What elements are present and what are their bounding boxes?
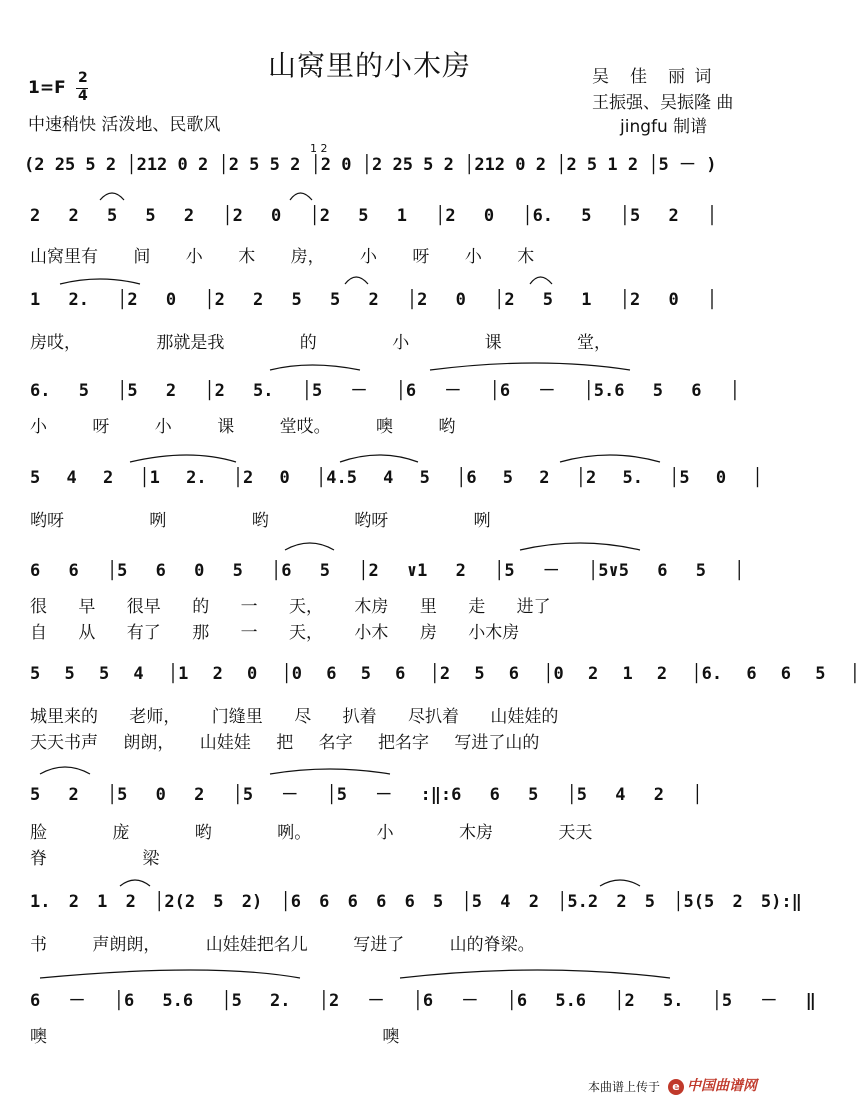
slur <box>40 767 90 774</box>
slur <box>270 769 390 774</box>
slur <box>40 970 300 978</box>
lyricist-credit: 吴 佳 丽 词 <box>592 67 714 87</box>
score-row-9-notes: 1. 2 1 2 │2(2 5 2) │6 6 6 6 6 5 │5 4 2 │5.2 2 5 │5(5 2 5):‖ <box>30 892 802 912</box>
score-row-10-notes: 6 － │6 5.6 │5 2. │2 － │6 － │6 5.6 │2 5. │5 － ‖ <box>30 991 816 1011</box>
slur <box>345 277 368 284</box>
slur <box>430 363 630 370</box>
slur <box>60 279 140 284</box>
tempo-marking: 中速稍快 活泼地、民歌风 <box>28 115 221 135</box>
slur <box>285 543 334 550</box>
time-signature-bottom: 4 <box>78 88 88 104</box>
score-row-1-notes: (2 25 5 2 │212 0 2 │2 5 5 2 │2 0 │2 25 5 2 │212 0 2 │2 5 1 2 │5 － ) <box>24 155 717 175</box>
upload-note: 本曲谱上传于 <box>588 1080 661 1094</box>
volta-first-ending: 1 2 <box>310 142 328 155</box>
composer-credit: 王振强、吴振隆 曲 <box>592 93 734 113</box>
score-row-5-notes: 5 4 2 │1 2. │2 0 │4.5 4 5 │6 5 2 │2 5. │5 0 │ <box>30 468 763 488</box>
slur <box>340 455 418 462</box>
slur <box>530 277 552 284</box>
score-row-6-notes: 6 6 │5 6 0 5 │6 5 │2 ∨1 2 │5 － │5∨5 6 5 │ <box>30 561 745 581</box>
slur <box>130 455 236 462</box>
site-name: 中国曲谱网 <box>687 1078 757 1094</box>
score-row-4-lyric: 小 呀 小 课 堂哎。 噢 哟 <box>30 417 456 437</box>
score-row-4-notes: 6. 5 │5 2 │2 5. │5 － │6 － │6 － │5.6 5 6 │ <box>30 381 740 401</box>
score-row-3-notes: 1 2. │2 0 │2 2 5 5 2 │2 0 │2 5 1 │2 0 │ <box>30 290 718 310</box>
time-signature-top: 2 <box>78 70 88 86</box>
score-row-8-lyric-2: 脊 梁 <box>30 849 160 869</box>
score-row-10-lyric: 噢 噢 <box>30 1027 400 1047</box>
site-logo-icon: e <box>668 1079 684 1095</box>
slur <box>520 543 640 550</box>
slur <box>560 455 660 462</box>
slur <box>400 970 670 978</box>
score-row-7-notes: 5 5 5 4 │1 2 0 │0 6 5 6 │2 5 6 │0 2 1 2 │6. 6 6 5 │ <box>30 664 860 684</box>
slur <box>600 880 640 886</box>
score-row-2-lyric: 山窝里有 间 小 木 房， 小 呀 小 木 <box>30 247 535 267</box>
score-row-7-lyric-1: 城里来的 老师， 门缝里 尽 扒着 尽扒着 山娃娃的 <box>30 707 559 727</box>
slur <box>100 193 124 200</box>
arranger-credit: jingfu 制谱 <box>620 117 708 137</box>
key-signature: 1=F <box>28 78 66 98</box>
slur <box>270 365 360 370</box>
song-title: 山窝里的小木房 <box>268 49 472 82</box>
score-row-3-lyric: 房哎， 那就是我 的 小 课 堂， <box>30 333 612 353</box>
score-row-7-lyric-2: 天天书声 朗朗， 山娃娃 把 名字 把名字 写进了山的 <box>30 733 540 753</box>
score-row-5-lyric: 哟呀 咧 哟 哟呀 咧 <box>30 511 491 531</box>
site-logo[interactable] <box>668 1075 757 1095</box>
score-row-2-notes: 2 2 5 5 2 │2 0 │2 5 1 │2 0 │6. 5 │5 2 │ <box>30 206 718 226</box>
slur <box>120 880 150 886</box>
score-row-8-lyric-1: 脸 庞 哟 咧。 小 木房 天天 <box>30 823 593 843</box>
score-row-6-lyric-2: 自 从 有了 那 一 天， 小木 房 小木房 <box>30 623 520 643</box>
slur <box>290 193 312 200</box>
score-row-6-lyric-1: 很 早 很早 的 一 天， 木房 里 走 进了 <box>30 597 551 617</box>
score-row-8-notes: 5 2 │5 0 2 │5 － │5 － :‖:6 6 5 │5 4 2 │ <box>30 785 703 805</box>
score-row-9-lyric: 书 声朗朗， 山娃娃把名儿 写进了 山的脊梁。 <box>30 935 535 955</box>
